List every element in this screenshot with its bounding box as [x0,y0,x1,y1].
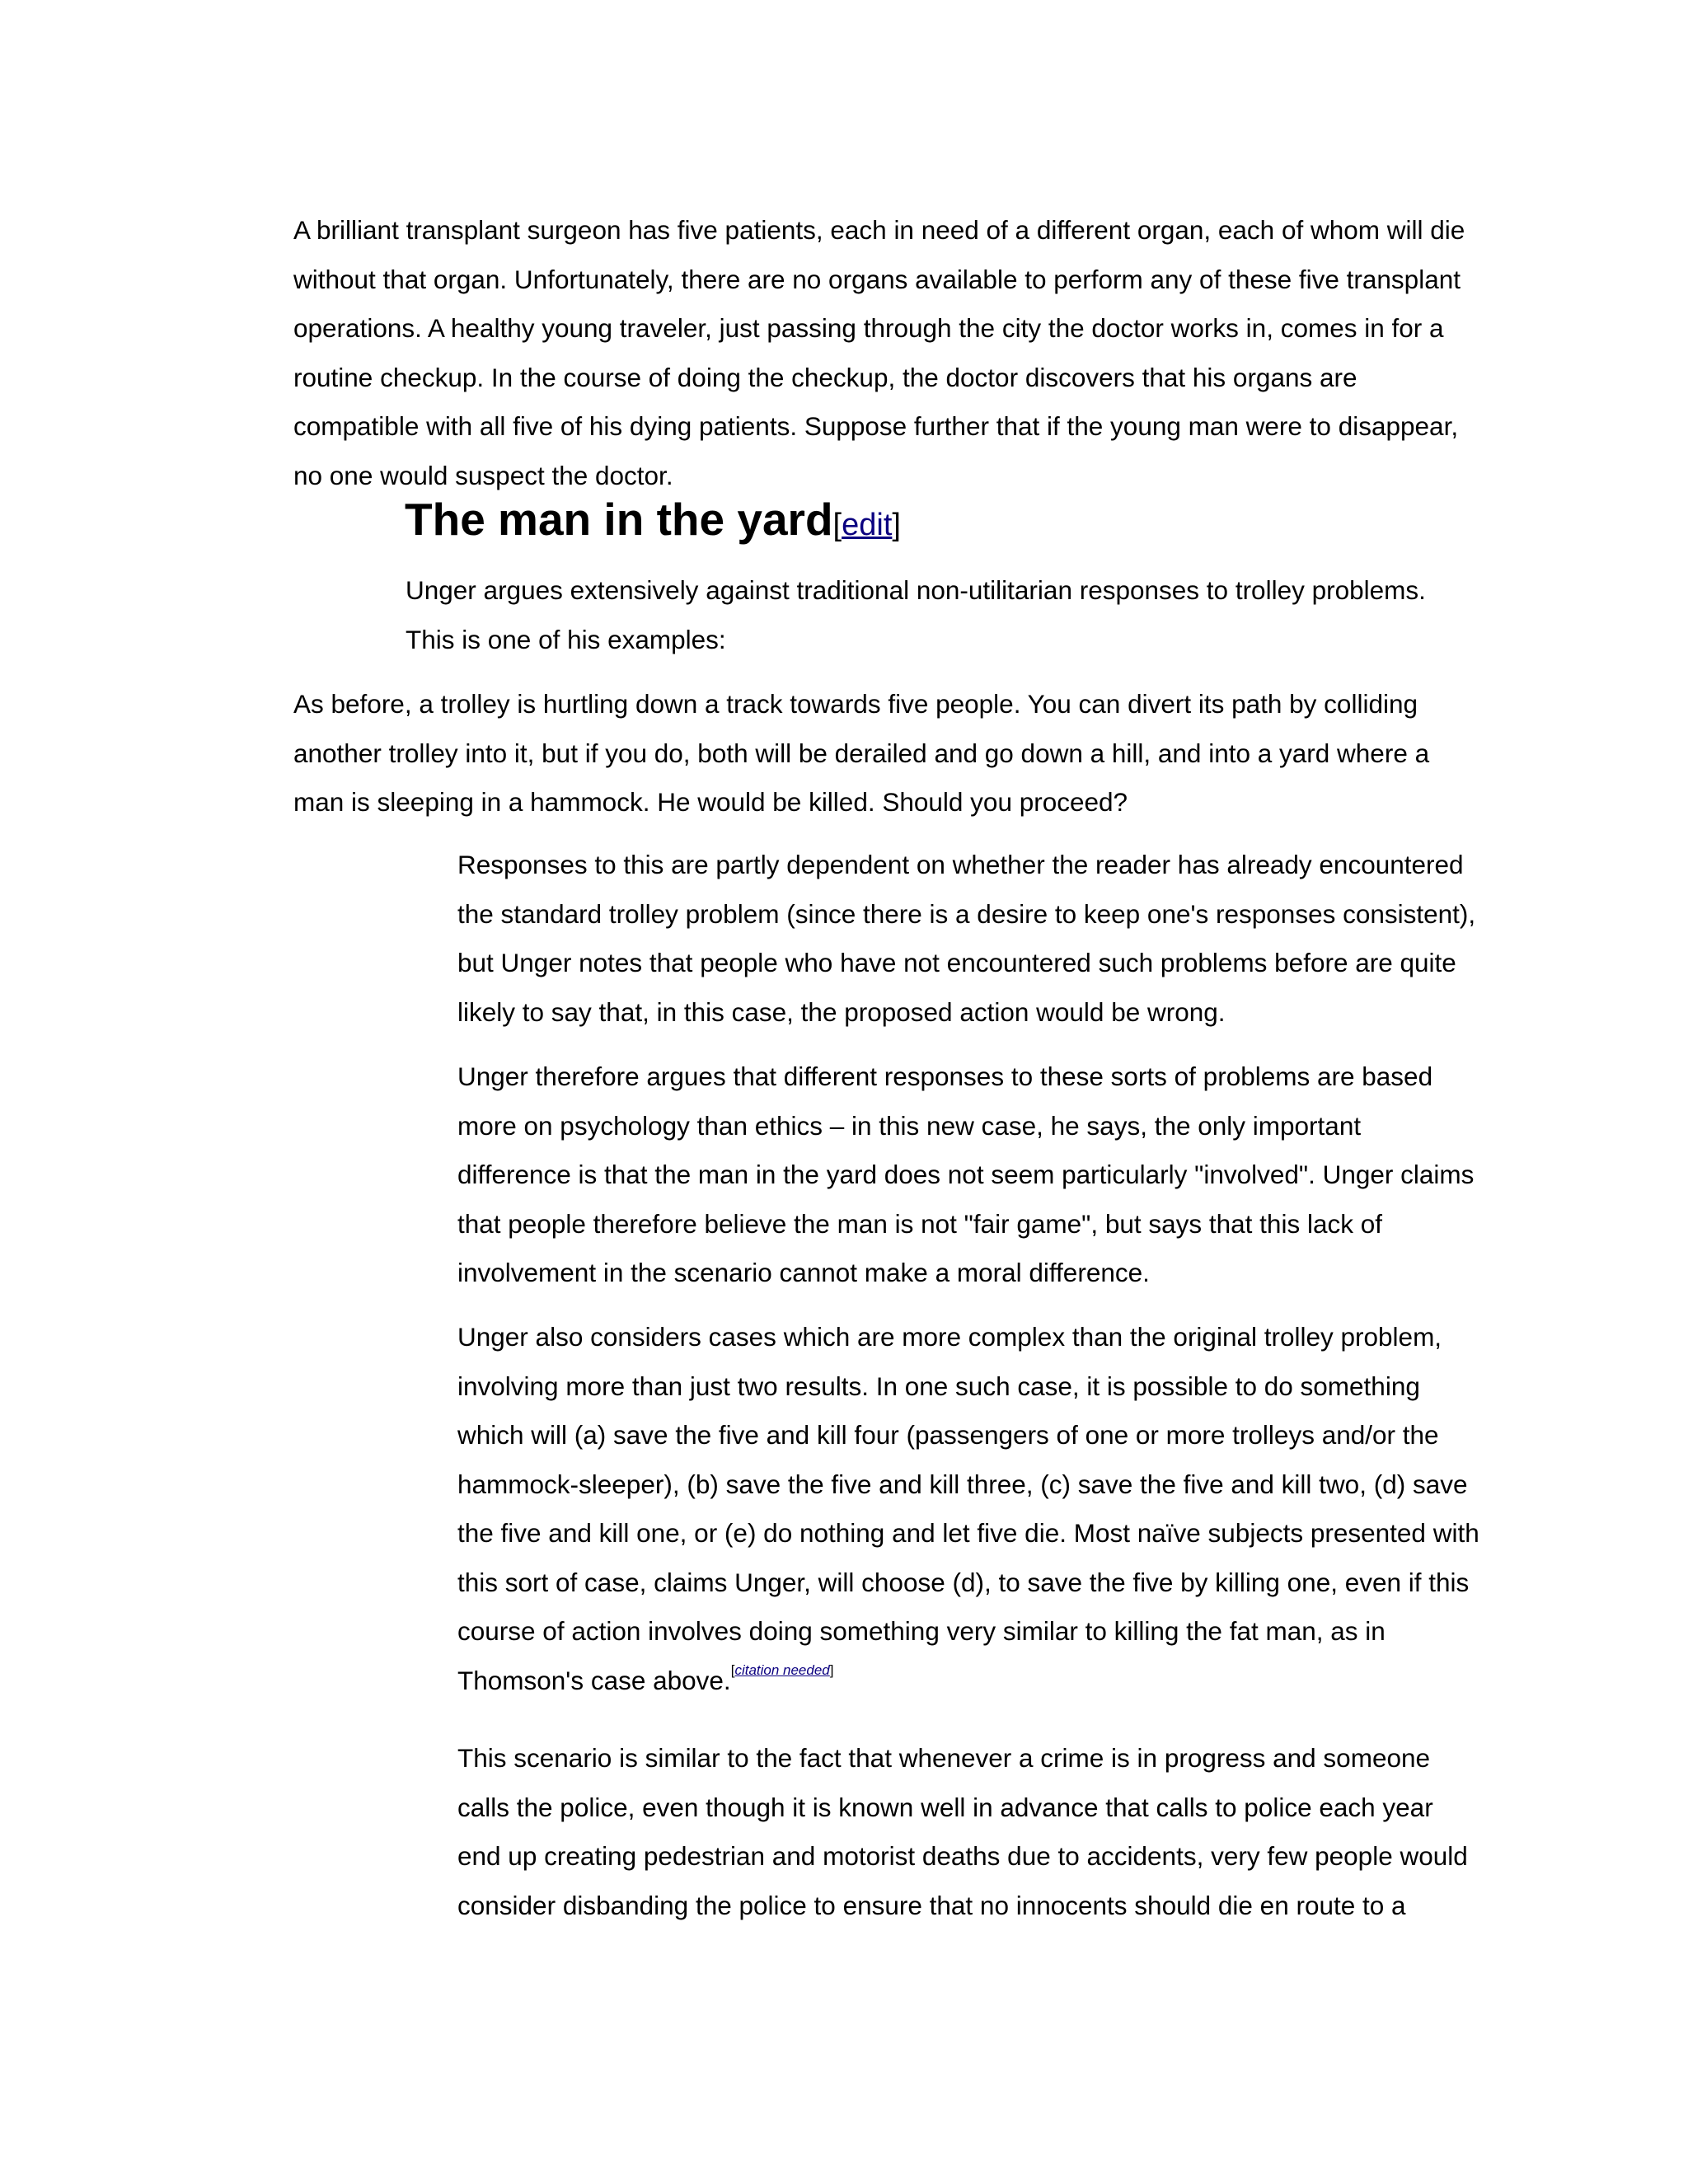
psychology-paragraph: Unger therefore argues that different responses to these sorts of problems are based more on psychology than ethics – in this new case, he says, the only important difference is that the man in the yard does not seem particularly "involved". Unger claims that people therefore believe the man is not "fair game", but says that this lack of involvement in the scenario cannot make a moral difference. [457,1062,1475,1287]
edit-link[interactable]: edit [842,508,893,542]
citation-needed-link[interactable]: citation needed [734,1662,830,1678]
citation-bracket-close: ] [829,1662,834,1678]
yard-scenario-paragraph: As before, a trolley is hurtling down a track towards five people. You can divert its path by colliding another trolley into it, but if you do, both will be derailed and go down a hill, and into a yard where a man is sleeping in a hammock. He would be killed. Should you proceed? [293,689,1430,817]
citation-needed-note [731,1662,834,1678]
police-paragraph: This scenario is similar to the fact that whenever a crime is in progress and someone calls the police, even though it is known well in advance that calls to police each year end up creating pedestrian and motorist deaths due to accidents, very few people would consider disbanding the police to ensure that no innocents should die en route to a [457,1743,1468,1920]
edit-bracket-close: ] [892,508,901,542]
complex-cases-paragraph [457,1313,1479,1705]
section-title: The man in the yard [405,494,833,545]
intro-paragraph: A brilliant transplant surgeon has five patients, each in need of a different organ, each of whom will die without that organ. Unfortunately, there are no organs available to perform any of these five transplant operations. A healthy young traveler, just passing through the city the doctor works in, comes in for a routine checkup. In the course of doing the checkup, the doctor discovers that his organs are compatible with all five of his dying patients. Suppose further that if the young man were to disappear, no one would suspect the doctor. [293,215,1465,490]
section-heading [405,492,901,556]
citation-bracket-open: [ [730,1662,735,1678]
unger-intro-paragraph: Unger argues extensively against traditional non-utilitarian responses to trolley problems. This is one of his examples: [406,575,1426,654]
edit-section-link-wrapper [833,508,901,542]
edit-bracket-open: [ [832,508,842,542]
responses-paragraph: Responses to this are partly dependent on whether the reader has already encountered the standard trolley problem (since there is a desire to keep one's responses consistent), but Unger notes that people who have not encountered such problems before are quite likely to say that, in this case, the proposed action would be wrong. [457,850,1476,1027]
complex-cases-text: Unger also considers cases which are more complex than the original trolley problem, involving more than just two results. In one such case, it is possible to do something which will (a) save the five and kill four (passengers of one or more trolleys and/or the hammock-sleeper), (b) save the five and kill three, (c) save the five and kill two, (d) save the five and kill one, or (e) do nothing and let five die. Most naïve subjects presented with this sort of case, claims Unger, will choose (d), to save the five by killing one, even if this course of action involves doing something very similar to killing the fat man, as in Thomson's case above. [457,1322,1479,1695]
